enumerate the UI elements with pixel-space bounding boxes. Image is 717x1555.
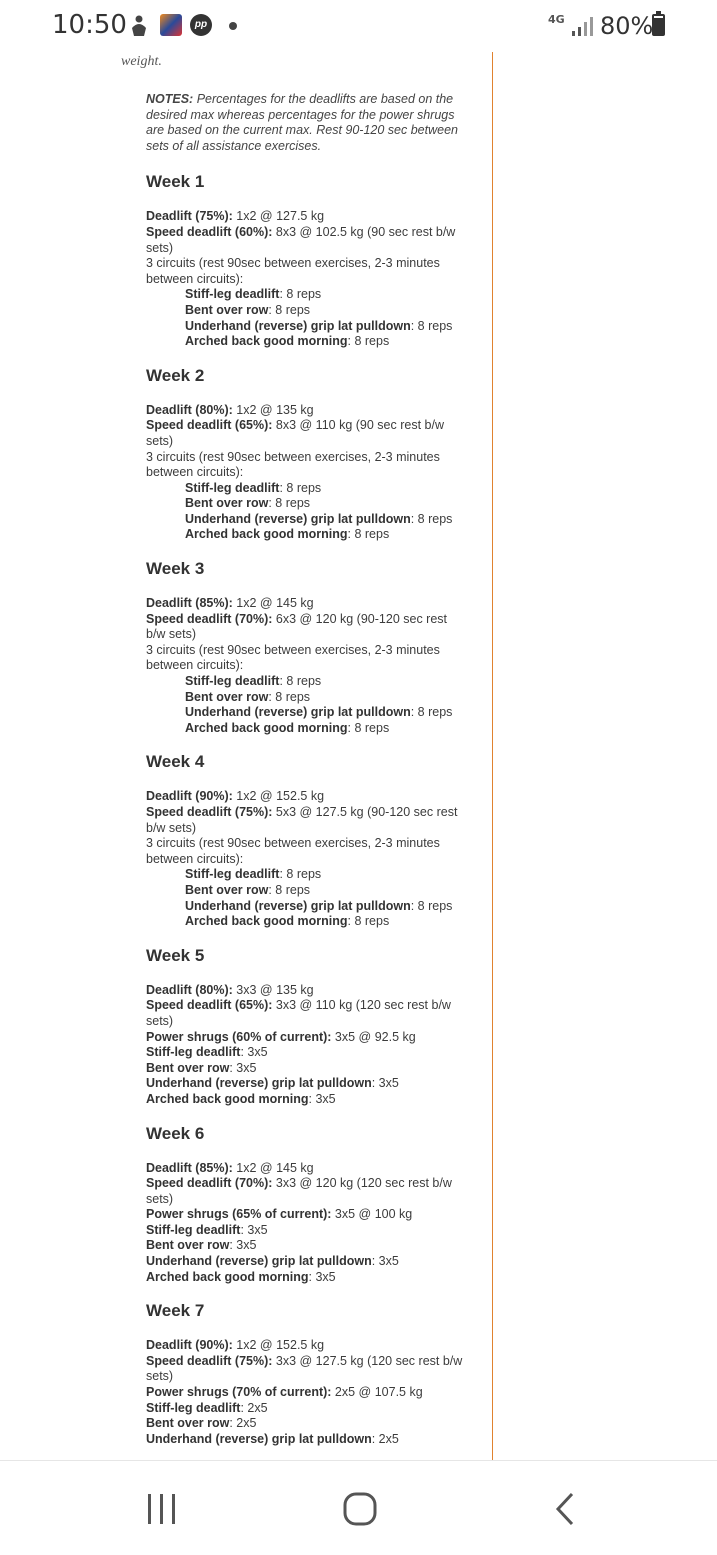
week-title: Week 4 [146, 752, 205, 772]
exercise-name: Stiff-leg deadlift [146, 1045, 241, 1060]
exercise-line [146, 225, 466, 256]
exercise-detail: : 8 reps [347, 334, 390, 349]
circuit-exercise-line [146, 481, 466, 497]
exercise-detail: : 3x5 [371, 1254, 399, 1269]
circuit-exercise-line [146, 319, 466, 335]
circuit-exercise-line [146, 914, 466, 930]
circuit-exercise-line [146, 705, 466, 721]
exercise-name: Deadlift (85%): [146, 1160, 233, 1175]
exercise-detail: : 8 reps [279, 867, 322, 882]
back-icon[interactable] [546, 1486, 582, 1532]
circuit-exercise-line [146, 496, 466, 512]
exercise-name: Power shrugs (70% of current): [146, 1385, 332, 1400]
exercise-line [146, 1254, 466, 1270]
exercise-detail: 1x2 @ 145 kg [232, 596, 314, 611]
exercise-name: Deadlift (80%): [146, 402, 233, 417]
exercise-line [146, 1238, 466, 1254]
exercise-line [146, 1176, 466, 1207]
week-section [146, 1301, 466, 1447]
exercise-detail: 3x3 @ 135 kg [232, 982, 314, 997]
exercise-detail: : 3x5 [308, 1091, 336, 1106]
exercise-name: Bent over row [185, 689, 269, 704]
exercise-name: Stiff-leg deadlift [185, 867, 280, 882]
exercise-line [146, 596, 466, 612]
exercise-name: Arched back good morning [185, 720, 348, 735]
exercise-detail: 3x3 @ 110 kg (120 sec rest b/w sets) [146, 998, 451, 1028]
notes-text: Percentages for the deadlifts are based on the desired max whereas percentages for the power shrugs are based on the current max. Rest 90-120 sec between sets of all assistance exercises. [146, 92, 458, 153]
exercise-detail: : 8 reps [410, 511, 453, 526]
exercise-name: Deadlift (90%): [146, 1338, 233, 1353]
web-page-content[interactable] [0, 52, 717, 1460]
exercise-line [146, 1270, 466, 1286]
exercise-detail: 3x5 @ 100 kg [331, 1207, 413, 1222]
circuit-exercise-line [146, 512, 466, 528]
exercise-detail: 3x5 @ 92.5 kg [331, 1029, 416, 1044]
exercise-name: Speed deadlift (65%): [146, 418, 273, 433]
exercise-detail: 5x3 @ 127.5 kg (90-120 sec rest b/w sets) [146, 805, 458, 835]
exercise-line [146, 998, 466, 1029]
circuit-exercise-line [146, 527, 466, 543]
home-icon[interactable] [338, 1486, 382, 1532]
exercise-name: Underhand (reverse) grip lat pulldown [146, 1076, 372, 1091]
exercise-line [146, 1161, 466, 1177]
exercise-name: Speed deadlift (70%): [146, 1176, 273, 1191]
week-title: Week 1 [146, 172, 205, 192]
exercise-name: Arched back good morning [185, 334, 348, 349]
exercise-name: Underhand (reverse) grip lat pulldown [146, 1254, 372, 1269]
exercise-detail: : 8 reps [347, 720, 390, 735]
exercise-name: Power shrugs (60% of current): [146, 1029, 332, 1044]
exercise-name: Underhand (reverse) grip lat pulldown [146, 1431, 372, 1446]
exercise-name: Bent over row [146, 1060, 230, 1075]
week-title: Week 5 [146, 945, 205, 965]
status-bar [0, 0, 717, 52]
week-section [146, 172, 466, 349]
exercise-detail: : 3x5 [229, 1060, 257, 1075]
notes-label: NOTES: [146, 92, 194, 106]
exercise-name: Arched back good morning [185, 914, 348, 929]
exercise-line [146, 983, 466, 999]
exercise-line [146, 1416, 466, 1432]
exercise-line [146, 1385, 466, 1401]
exercise-detail: 1x2 @ 127.5 kg [232, 209, 325, 224]
notification-dot-icon [229, 22, 237, 30]
exercise-name: Deadlift (80%): [146, 982, 233, 997]
exercise-name: Stiff-leg deadlift [146, 1222, 241, 1237]
exercise-name: Deadlift (75%): [146, 209, 233, 224]
circuit-exercise-line [146, 287, 466, 303]
exercise-detail: : 2x5 [240, 1400, 268, 1415]
exercise-line [146, 1401, 466, 1417]
exercise-name: Arched back good morning [146, 1269, 309, 1284]
exercise-name: Speed deadlift (70%): [146, 611, 273, 626]
exercise-name: Stiff-leg deadlift [185, 287, 280, 302]
exercise-name: Stiff-leg deadlift [185, 480, 280, 495]
exercise-name: Bent over row [146, 1416, 230, 1431]
exercise-detail: : 8 reps [347, 914, 390, 929]
exercise-detail: : 2x5 [229, 1416, 257, 1431]
exercise-detail: : 3x5 [371, 1076, 399, 1091]
exercise-line [146, 1045, 466, 1061]
exercise-detail: 1x2 @ 152.5 kg [232, 789, 325, 804]
exercise-detail: : 8 reps [268, 302, 311, 317]
exercise-line [146, 1030, 466, 1046]
exercise-detail: : 8 reps [279, 480, 322, 495]
exercise-detail: : 8 reps [268, 496, 311, 511]
exercise-line [146, 1223, 466, 1239]
exercise-detail: : 8 reps [268, 882, 311, 897]
exercise-name: Bent over row [185, 302, 269, 317]
week-section [146, 1124, 466, 1286]
exercise-detail: : 8 reps [279, 674, 322, 689]
notes-paragraph [146, 92, 466, 154]
exercise-name: Speed deadlift (75%): [146, 1353, 273, 1368]
sidebar-divider [492, 52, 493, 1460]
exercise-detail: 1x2 @ 152.5 kg [232, 1338, 325, 1353]
exercise-name: Deadlift (85%): [146, 596, 233, 611]
signal-icon [571, 16, 593, 36]
exercise-detail: : 8 reps [268, 689, 311, 704]
network-type: 4G [548, 13, 565, 26]
recents-icon[interactable] [140, 1486, 184, 1532]
exercise-detail: 1x2 @ 135 kg [232, 402, 314, 417]
exercise-detail: : 3x5 [229, 1238, 257, 1253]
exercise-detail: : 8 reps [410, 898, 453, 913]
battery-percentage: 80% [600, 12, 654, 40]
exercise-line [146, 1338, 466, 1354]
exercise-name: Stiff-leg deadlift [146, 1400, 241, 1415]
exercise-name: Underhand (reverse) grip lat pulldown [185, 705, 411, 720]
circuit-exercise-line [146, 690, 466, 706]
exercise-detail: 3 circuits (rest 90sec between exercises, 2-3 minutes between circuits): [146, 449, 440, 480]
exercise-name: Underhand (reverse) grip lat pulldown [185, 511, 411, 526]
text-fragment: weight. [121, 54, 162, 69]
week-section [146, 366, 466, 543]
exercise-detail: : 8 reps [410, 705, 453, 720]
exercise-name: Stiff-leg deadlift [185, 674, 280, 689]
exercise-name: Power shrugs (65% of current): [146, 1207, 332, 1222]
article-body [146, 92, 466, 1460]
week-title: Week 3 [146, 559, 205, 579]
exercise-name: Speed deadlift (65%): [146, 998, 273, 1013]
navigation-bar [0, 1460, 717, 1555]
exercise-line [146, 450, 466, 481]
exercise-line [146, 1207, 466, 1223]
exercise-name: Arched back good morning [185, 527, 348, 542]
exercise-detail: : 3x5 [240, 1222, 268, 1237]
exercise-line [146, 836, 466, 867]
exercise-detail: 3 circuits (rest 90sec between exercises, 2-3 minutes between circuits): [146, 836, 440, 866]
week-title: Week 7 [146, 1301, 205, 1321]
exercise-detail: 3 circuits (rest 90sec between exercises, 2-3 minutes between circuits): [146, 256, 440, 286]
exercise-detail: : 3x5 [240, 1045, 268, 1060]
exercise-line [146, 789, 466, 805]
exercise-detail: 2x5 @ 107.5 kg [331, 1385, 423, 1400]
exercise-line [146, 256, 466, 287]
exercise-name: Speed deadlift (75%): [146, 805, 273, 819]
exercise-line [146, 209, 466, 225]
weeks-list [146, 172, 466, 1447]
exercise-detail: 3x3 @ 120 kg (120 sec rest b/w sets) [146, 1176, 452, 1206]
app-notification-icon [128, 14, 150, 38]
circuit-exercise-line [146, 867, 466, 883]
exercise-line [146, 1061, 466, 1077]
exercise-name: Deadlift (90%): [146, 789, 233, 804]
exercise-detail: : 8 reps [410, 318, 453, 333]
week-title: Week 2 [146, 365, 205, 385]
exercise-line [146, 1354, 466, 1385]
exercise-detail: : 8 reps [347, 527, 390, 542]
exercise-detail: : 8 reps [279, 287, 322, 302]
exercise-line [146, 418, 466, 449]
circuit-exercise-line [146, 721, 466, 737]
circuit-exercise-line [146, 674, 466, 690]
pp-app-icon: pp [190, 14, 212, 36]
week-section [146, 752, 466, 929]
exercise-detail: 3 circuits (rest 90sec between exercises, 2-3 minutes between circuits): [146, 642, 440, 673]
exercise-detail: : 3x5 [308, 1269, 336, 1284]
exercise-name: Bent over row [185, 882, 269, 897]
week-section [146, 559, 466, 736]
exercise-detail: 3x3 @ 127.5 kg (120 sec rest b/w sets) [146, 1353, 463, 1384]
game-app-icon [160, 14, 182, 36]
exercise-name: Arched back good morning [146, 1091, 309, 1106]
exercise-line [146, 1092, 466, 1108]
exercise-detail: 6x3 @ 120 kg (90-120 sec rest b/w sets) [146, 611, 448, 642]
circuit-exercise-line [146, 883, 466, 899]
battery-icon [652, 14, 665, 36]
exercise-line [146, 612, 466, 643]
exercise-line [146, 403, 466, 419]
exercise-name: Speed deadlift (60%): [146, 224, 273, 239]
week-section [146, 946, 466, 1108]
exercise-line [146, 1076, 466, 1092]
exercise-detail: 1x2 @ 145 kg [232, 1160, 314, 1175]
exercise-name: Underhand (reverse) grip lat pulldown [185, 898, 411, 913]
exercise-line [146, 805, 466, 836]
exercise-name: Bent over row [185, 496, 269, 511]
exercise-name: Bent over row [146, 1238, 230, 1253]
exercise-detail: 8x3 @ 102.5 kg (90 sec rest b/w sets) [146, 224, 456, 255]
circuit-exercise-line [146, 303, 466, 319]
exercise-name: Underhand (reverse) grip lat pulldown [185, 318, 411, 333]
week-title: Week 6 [146, 1123, 205, 1143]
exercise-detail: : 2x5 [371, 1431, 399, 1446]
exercise-line [146, 643, 466, 674]
circuit-exercise-line [146, 334, 466, 350]
exercise-detail: 8x3 @ 110 kg (90 sec rest b/w sets) [146, 418, 444, 448]
clock: 10:50 [52, 10, 127, 40]
circuit-exercise-line [146, 899, 466, 915]
exercise-line [146, 1432, 466, 1448]
